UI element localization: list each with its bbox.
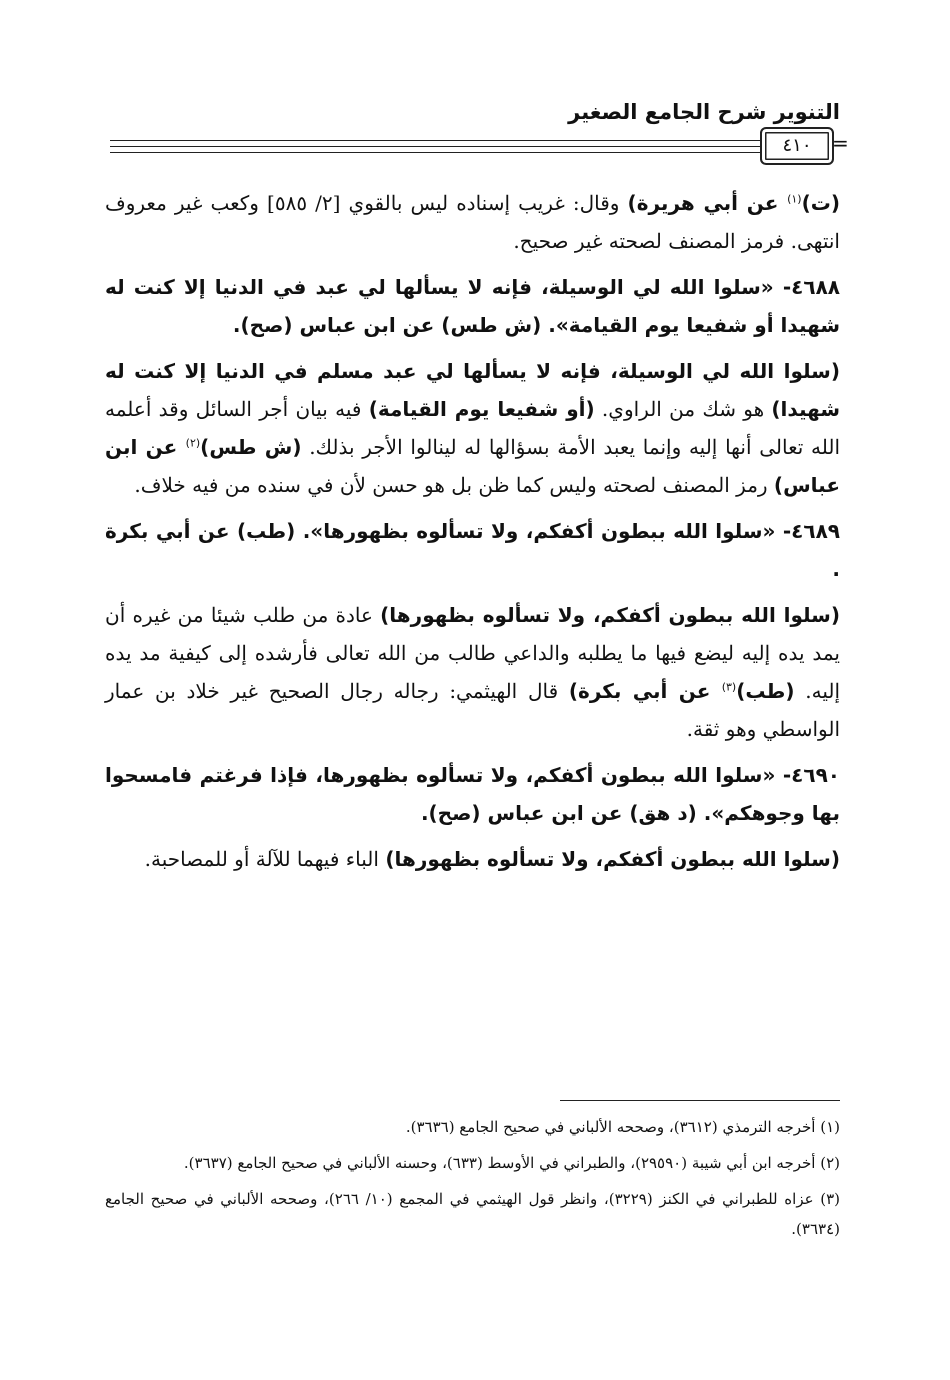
hadith-text: ٤٦٩٠- «سلوا الله ببطون أكفكم، ولا تسألوه بظهورها، فإذا فرغتم فامسحوا بها وجوهكم». (د هق) عن ابن عباس (صح).	[105, 763, 840, 825]
paragraph-1	[105, 184, 840, 260]
header-rule-top	[110, 140, 765, 141]
source-code: (ش طس)	[200, 435, 302, 459]
footnote-ref-1: (١)	[787, 192, 802, 206]
paragraph-5	[105, 596, 840, 748]
page-edge-mark: =	[832, 131, 849, 155]
footnote-separator	[560, 1100, 840, 1101]
commentary: قال الهيثمي: رجاله رجال الصحيح غير خلاد بن عمار الواسطي وهو ثقة.	[105, 679, 840, 741]
footnote-1: (١) أخرجه الترمذي (٣٦١٢)، وصححه الألباني في صحيح الجامع (٣٦٣٦).	[405, 1118, 840, 1136]
hadith-text: ٤٦٨٩- «سلوا الله ببطون أكفكم، ولا تسألوه بظهورها». (طب) عن أبي بكرة .	[105, 519, 840, 581]
header-rule-bottom	[110, 152, 765, 153]
running-head-title: التنوير شرح الجامع الصغير	[568, 100, 840, 124]
hadith-4690	[105, 756, 840, 832]
narrator: عن ابن عباس)	[105, 435, 840, 497]
commentary: عادة من طلب شيئا من غيره أن يمد يده إليه ليضع فيها ما يطلبه والداعي طالب من الله تعالى فأرشده إلى كيفية مد يده إليه.	[105, 603, 841, 703]
commentary: الباء فيهما للآلة أو للمصاحبة.	[144, 847, 386, 871]
footnote-3: (٣) عزاه للطبراني في الكنز (٣٢٢٩)، وانظر قول الهيثمي في المجمع (١٠/ ٢٦٦)، وصححه الألباني في صحيح الجامع (٣٦٣٤).	[105, 1190, 840, 1238]
commentary: فيه بيان أجر السائل وقد أعلمه الله تعالى أنها إليه وإنما يعبد الأمة بسؤالها له لينالوا الأجر بذلك.	[105, 397, 840, 459]
commentary: وقال: غريب إسناده ليس بالقوي [٢/ ٥٨٥] وكعب غير معروف انتهى. فرمز المصنف لصحته غير صحيح.	[105, 191, 840, 253]
source-code: (ت)	[801, 191, 840, 215]
hadith-4689	[105, 512, 840, 588]
paragraph-7	[105, 840, 840, 878]
footnote-ref-3: (٣)	[721, 680, 737, 694]
source-code: (طب)	[736, 679, 795, 703]
narrator: عن أبي هريرة)	[627, 191, 788, 215]
quoted-hadith: (سلوا الله ببطون أكفكم، ولا تسألوه بظهورها)	[380, 603, 840, 627]
narrator: عن أبي بكرة)	[568, 679, 722, 703]
quoted-hadith: (أو شفيعا يوم القيامة)	[368, 397, 595, 421]
footnotes	[105, 1112, 840, 1250]
paragraph-3	[105, 352, 840, 504]
hadith-4688	[105, 268, 840, 344]
page-number-box: ٤١٠	[760, 127, 834, 165]
commentary: هو شك من الراوي.	[594, 397, 772, 421]
header-rule-middle	[110, 146, 765, 147]
footnote-ref-2: (٢)	[185, 436, 201, 450]
hadith-text: ٤٦٨٨- «سلوا الله لي الوسيلة، فإنه لا يسألها لي عبد في الدنيا إلا كنت له شهيدا أو شفيعا يوم القيامة». (ش طس) عن ابن عباس (صح).	[105, 275, 840, 337]
quoted-hadith: (سلوا الله ببطون أكفكم، ولا تسألوه بظهورها)	[385, 847, 840, 871]
main-text	[105, 184, 840, 886]
commentary: رمز المصنف لصحته وليس كما ظن بل هو حسن لأن في سنده من فيه خلاف.	[134, 473, 774, 497]
quoted-hadith: (سلوا الله لي الوسيلة، فإنه لا يسألها لي عبد مسلم في الدنيا إلا كنت له شهيدا)	[105, 359, 840, 421]
footnote-2: (٢) أخرجه ابن أبي شيبة (٢٩٥٩٠)، والطبراني في الأوسط (٦٣٣)، وحسنه الألباني في صحيح الجامع (٣٦٣٧).	[183, 1154, 840, 1172]
